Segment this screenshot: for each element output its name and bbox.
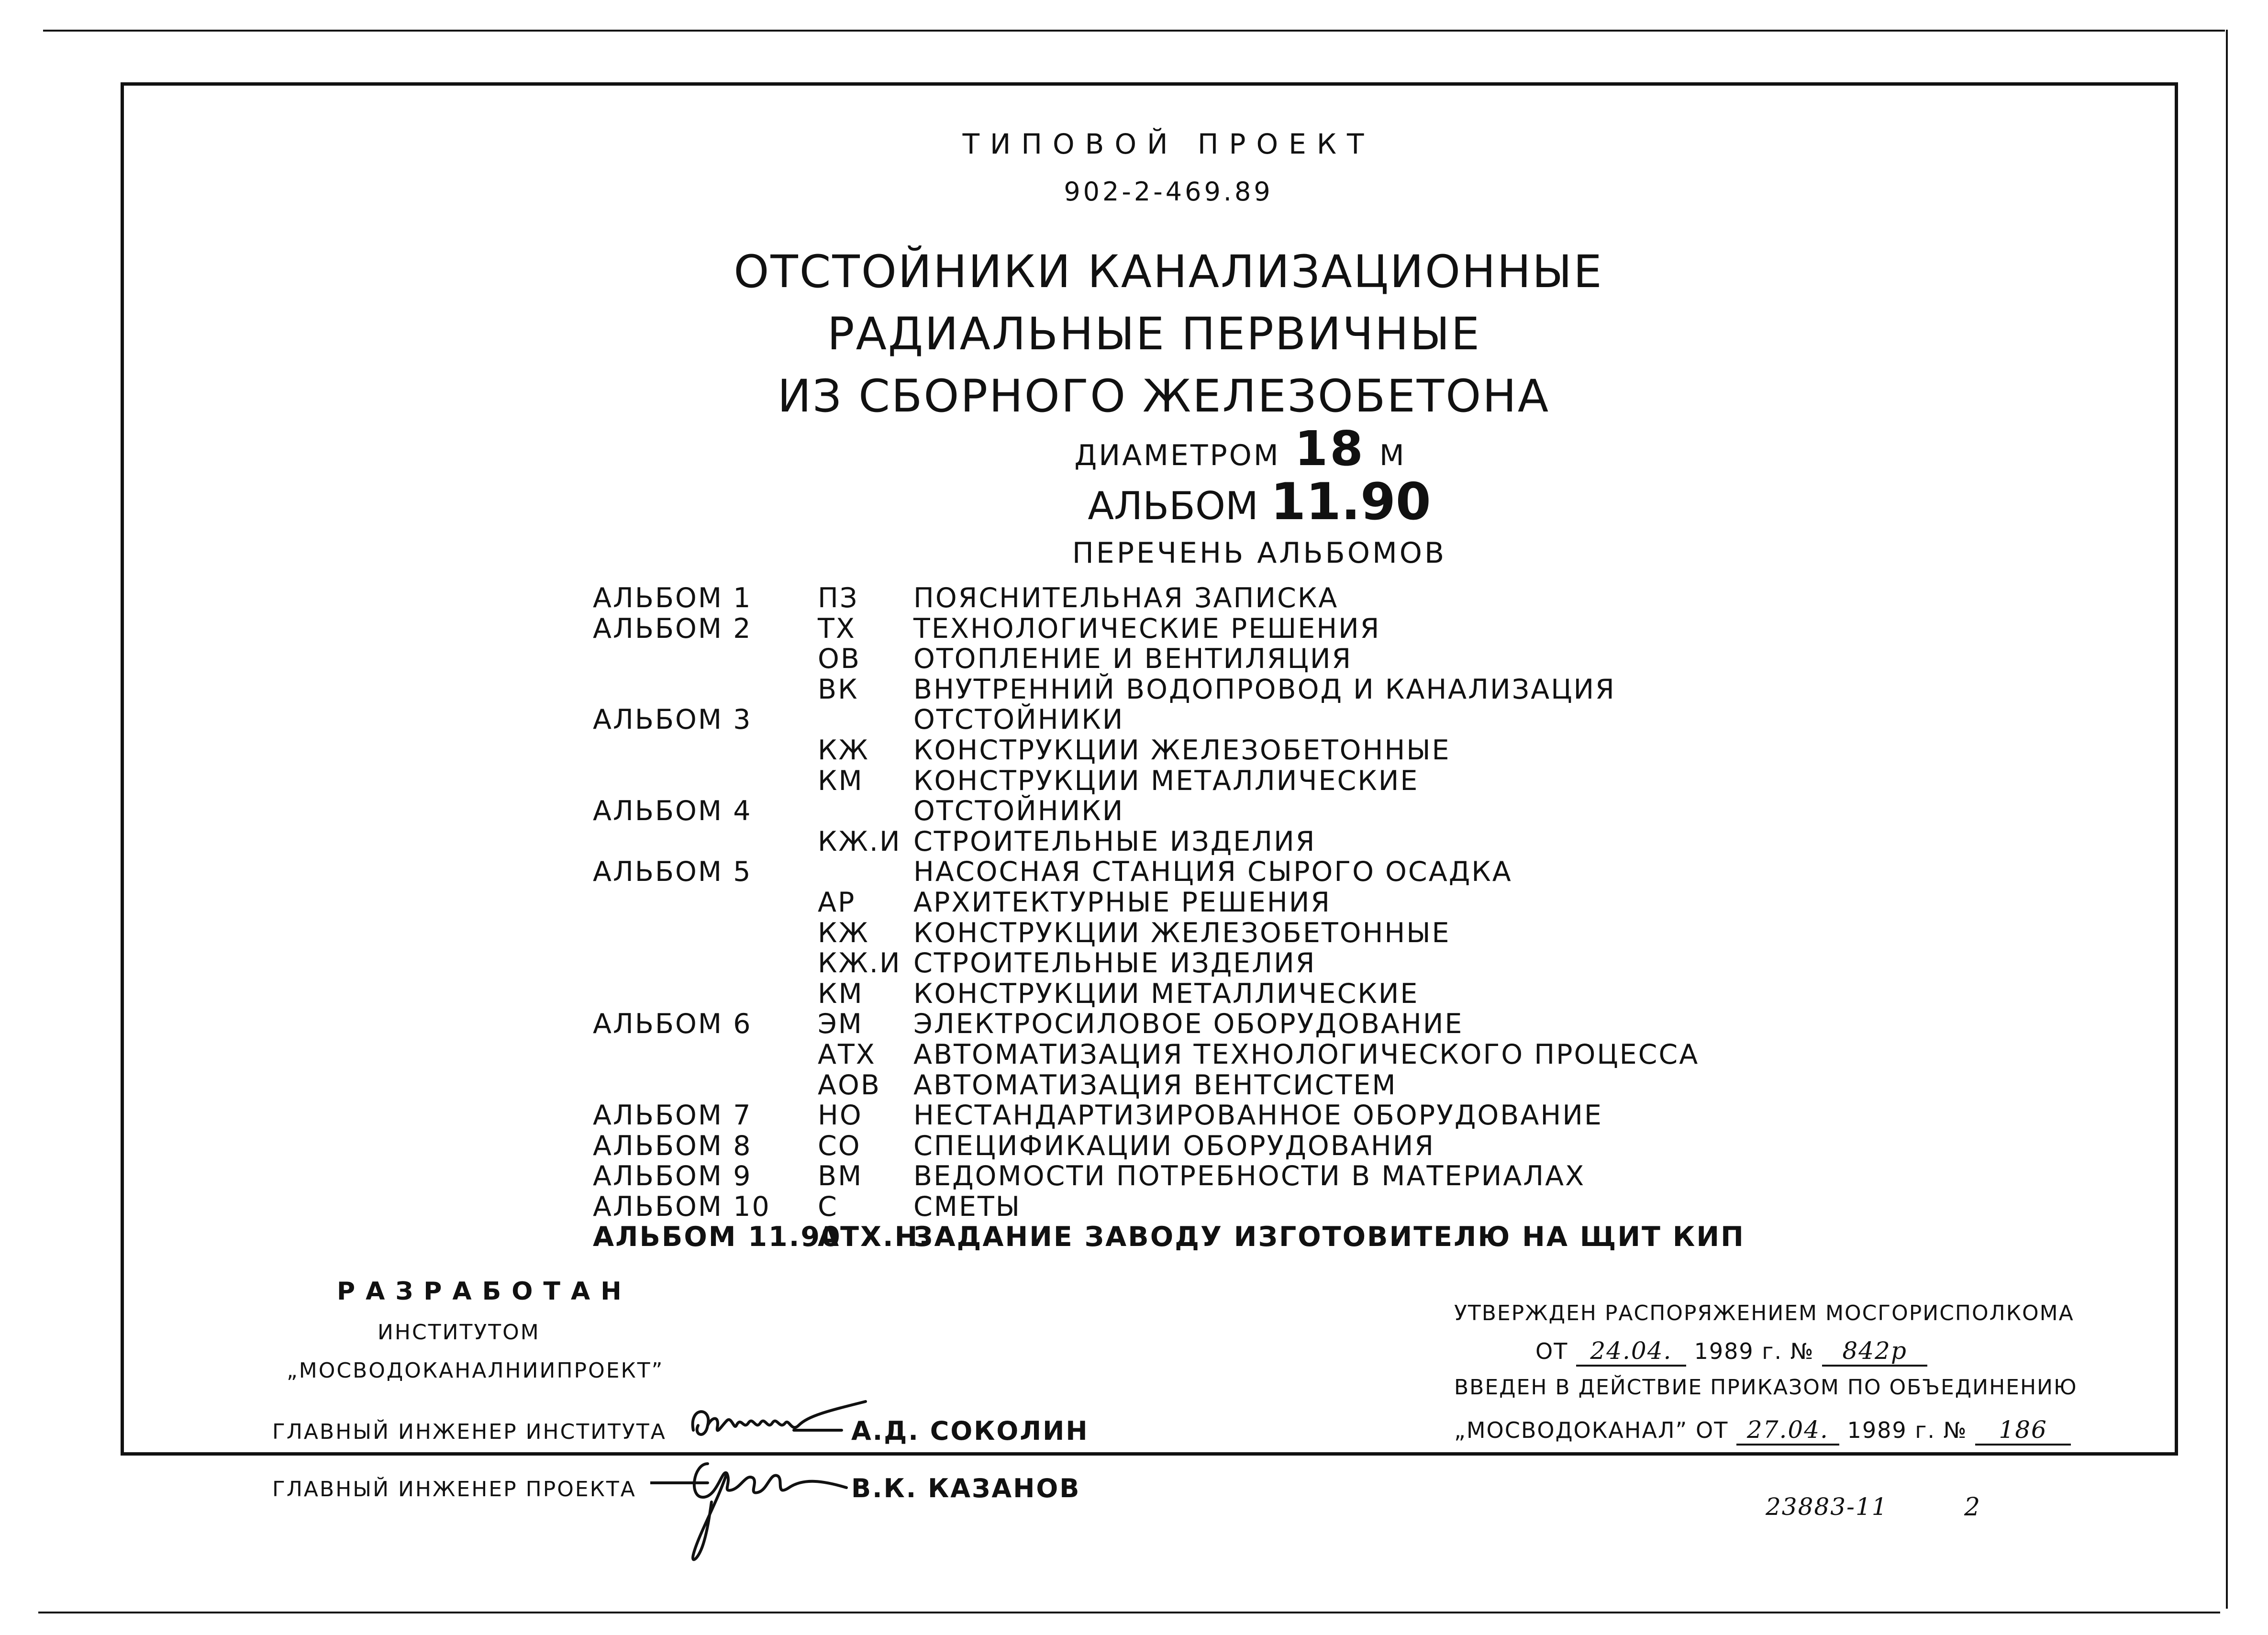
album-list-title: СМЕТЫ xyxy=(913,1190,1022,1223)
album-list-album: АЛЬБОМ 10 xyxy=(593,1190,771,1223)
chief-institute-label: ГЛАВНЫЙ ИНЖЕНЕР ИНСТИТУТА xyxy=(272,1420,667,1444)
album-list-album: АЛЬБОМ 8 xyxy=(593,1130,752,1162)
album-list-title: ЭЛЕКТРОСИЛОВОЕ ОБОРУДОВАНИЕ xyxy=(913,1008,1464,1040)
signature-chief-institute xyxy=(684,1397,885,1454)
album-list-code: СО xyxy=(818,1130,861,1162)
album-prefix: АЛЬБОМ xyxy=(1088,484,1258,528)
bottom-scan-line xyxy=(38,1612,2220,1613)
album-list-title: АРХИТЕКТУРНЫЕ РЕШЕНИЯ xyxy=(913,886,1332,918)
album-list-album: АЛЬБОМ 3 xyxy=(593,704,752,736)
album-list-code: КЖ.И xyxy=(818,825,901,857)
album-list-title: НАСОСНАЯ СТАНЦИЯ СЫРОГО ОСАДКА xyxy=(913,856,1512,888)
album-list-album: АЛЬБОМ 4 xyxy=(593,795,752,827)
album-list-title: АВТОМАТИЗАЦИЯ ТЕХНОЛОГИЧЕСКОГО ПРОЦЕССА xyxy=(913,1038,1700,1070)
chief-project-name: В.К. КАЗАНОВ xyxy=(851,1473,1081,1503)
album-list-album: АЛЬБОМ 7 xyxy=(593,1100,752,1132)
album-list-code: КМ xyxy=(818,978,864,1010)
diameter-value: 18 xyxy=(1294,421,1365,477)
album-list-title: КОНСТРУКЦИИ ЖЕЛЕЗОБЕТОННЫЕ xyxy=(913,917,1451,949)
right-scan-line xyxy=(2226,30,2228,1609)
album-list-album: АЛЬБОМ 9 xyxy=(593,1160,752,1192)
approved-from: ОТ xyxy=(1535,1338,1568,1364)
drawing-frame xyxy=(121,82,2178,1503)
album-list-title: КОНСТРУКЦИИ МЕТАЛЛИЧЕСКИЕ xyxy=(913,765,1419,797)
album-list-code: КМ xyxy=(818,765,864,797)
approved-no: 842р xyxy=(1822,1337,1927,1367)
album-list-title: ПОЯСНИТЕЛЬНАЯ ЗАПИСКА xyxy=(913,582,1339,614)
album-list-code: НО xyxy=(818,1100,863,1132)
developer-institute-label: ИНСТИТУТОМ xyxy=(378,1320,540,1345)
enacted-line xyxy=(1454,1416,2071,1446)
album-list-title: КОНСТРУКЦИИ ЖЕЛЕЗОБЕТОННЫЕ xyxy=(913,734,1451,766)
album-list-title: КОНСТРУКЦИИ МЕТАЛЛИЧЕСКИЕ xyxy=(913,978,1419,1010)
chief-project-label: ГЛАВНЫЙ ИНЖЕНЕР ПРОЕКТА xyxy=(272,1477,636,1502)
album-list-code: С xyxy=(818,1190,838,1223)
album-list-album: АЛЬБОМ 11.90 xyxy=(593,1221,842,1253)
doc-type: ТИПОВОЙ ПРОЕКТ xyxy=(962,128,1375,160)
album-list-title: НЕСТАНДАРТИЗИРОВАННОЕ ОБОРУДОВАНИЕ xyxy=(913,1100,1603,1132)
enacted-date: 27.04. xyxy=(1736,1416,1839,1446)
sheet-number: 2 xyxy=(1964,1493,1980,1522)
album-list-title: СТРОИТЕЛЬНЫЕ ИЗДЕЛИЯ xyxy=(913,825,1316,857)
album-list-title: СПЕЦИФИКАЦИИ ОБОРУДОВАНИЯ xyxy=(913,1130,1435,1162)
drawing-number: 23883-11 xyxy=(1766,1493,1888,1521)
title-line-1: ОТСТОЙНИКИ КАНАЛИЗАЦИОННЫЕ xyxy=(734,246,1603,298)
album-list-album: АЛЬБОМ 5 xyxy=(593,856,752,888)
album-list-title: ОТОПЛЕНИЕ И ВЕНТИЛЯЦИЯ xyxy=(913,643,1353,675)
album-list-code: ОВ xyxy=(818,643,861,675)
enacted-label: ВВЕДЕН В ДЕЙСТВИЕ ПРИКАЗОМ ПО ОБЪЕДИНЕНИЮ xyxy=(1454,1375,2078,1400)
album-list-title: ОТСТОЙНИКИ xyxy=(913,704,1124,736)
album-list-title: СТРОИТЕЛЬНЫЕ ИЗДЕЛИЯ xyxy=(913,947,1316,979)
approved-year: 1989 г. xyxy=(1694,1338,1783,1364)
album-list-code: ЭМ xyxy=(818,1008,863,1040)
album-list-heading: ПЕРЕЧЕНЬ АЛЬБОМОВ xyxy=(1072,536,1447,570)
album-list-album: АЛЬБОМ 6 xyxy=(593,1008,752,1040)
album-list-code: ПЗ xyxy=(818,582,859,614)
enacted-no-label: № xyxy=(1943,1417,1968,1443)
approved-label: УТВЕРЖДЕН РАСПОРЯЖЕНИЕМ МОСГОРИСПОЛКОМА xyxy=(1454,1301,2074,1325)
album-heading xyxy=(124,472,2175,531)
album-list-code: АР xyxy=(818,886,856,918)
developer-heading: РАЗРАБОТАН xyxy=(337,1277,632,1306)
album-list-code: АТХ.Н. xyxy=(818,1221,931,1253)
enacted-year: 1989 г. xyxy=(1847,1417,1936,1443)
title-line-3: ИЗ СБОРНОГО ЖЕЛЕЗОБЕТОНА xyxy=(777,370,1550,423)
doc-code: 902-2-469.89 xyxy=(1064,177,1273,207)
album-list-code: АТХ xyxy=(818,1038,876,1070)
album-list-album: АЛЬБОМ 1 xyxy=(593,582,752,614)
album-list-code: КЖ.И xyxy=(818,947,901,979)
album-list-code: АОВ xyxy=(818,1069,881,1101)
title-line-2: РАДИАЛЬНЫЕ ПЕРВИЧНЫЕ xyxy=(827,308,1481,360)
diameter-unit: М xyxy=(1379,439,1406,472)
album-list-code: КЖ xyxy=(818,734,869,766)
top-scan-line xyxy=(43,30,2225,32)
diameter-prefix: ДИАМЕТРОМ xyxy=(1074,439,1280,472)
album-list-code: ВК xyxy=(818,673,859,705)
album-list-title: АВТОМАТИЗАЦИЯ ВЕНТСИСТЕМ xyxy=(913,1069,1397,1101)
enacted-org: „МОСВОДОКАНАЛ” ОТ xyxy=(1454,1417,1729,1443)
album-list-title: ОТСТОЙНИКИ xyxy=(913,795,1124,827)
album-list-title: ТЕХНОЛОГИЧЕСКИЕ РЕШЕНИЯ xyxy=(913,612,1381,645)
developer-institute-name: „МОСВОДОКАНАЛНИИПРОЕКТ” xyxy=(287,1358,664,1383)
album-list-title: ВЕДОМОСТИ ПОТРЕБНОСТИ В МАТЕРИАЛАХ xyxy=(913,1160,1586,1192)
enacted-no: 186 xyxy=(1975,1416,2071,1446)
album-list-code: КЖ xyxy=(818,917,869,949)
signature-chief-project xyxy=(650,1454,851,1569)
diameter-line xyxy=(124,421,2175,477)
approved-date: 24.04. xyxy=(1576,1337,1686,1367)
album-list-album: АЛЬБОМ 2 xyxy=(593,612,752,645)
approved-line xyxy=(1535,1337,1927,1367)
album-list-title: ЗАДАНИЕ ЗАВОДУ ИЗГОТОВИТЕЛЮ НА ЩИТ КИП xyxy=(913,1221,1745,1253)
chief-institute-name: А.Д. СОКОЛИН xyxy=(851,1416,1089,1446)
album-list-code: ВМ xyxy=(818,1160,863,1192)
album-list-title: ВНУТРЕННИЙ ВОДОПРОВОД И КАНАЛИЗАЦИЯ xyxy=(913,673,1616,705)
album-list-code: ТХ xyxy=(818,612,856,645)
approved-no-label: № xyxy=(1790,1338,1814,1364)
album-number: 11.90 xyxy=(1270,472,1431,531)
